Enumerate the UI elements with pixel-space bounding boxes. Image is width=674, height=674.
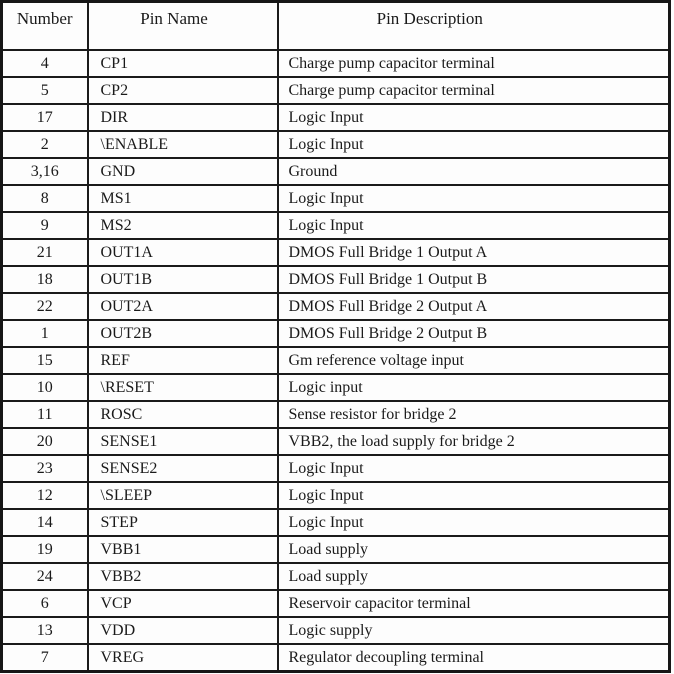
table-row: [2, 401, 670, 428]
pin-number-cell: 7: [2, 644, 88, 672]
pin-name-cell: ROSC: [88, 401, 278, 428]
pin-number-cell: 24: [2, 563, 88, 590]
pin-number-cell: 11: [2, 401, 88, 428]
pin-description-cell: Logic input: [278, 374, 670, 401]
column-header-pin-description: Pin Description: [278, 2, 670, 51]
table-row: [2, 617, 670, 644]
table-row: [2, 293, 670, 320]
pin-description-cell: VBB2, the load supply for bridge 2: [278, 428, 670, 455]
pin-name-cell: CP2: [88, 77, 278, 104]
pin-name-cell: \ENABLE: [88, 131, 278, 158]
pin-description-cell: Sense resistor for bridge 2: [278, 401, 670, 428]
pin-number-cell: 23: [2, 455, 88, 482]
pin-description-cell: DMOS Full Bridge 2 Output A: [278, 293, 670, 320]
table-row: [2, 509, 670, 536]
pin-description-cell: Charge pump capacitor terminal: [278, 50, 670, 77]
pin-table-body: [2, 50, 670, 672]
table-row: [2, 77, 670, 104]
pin-description-cell: Logic Input: [278, 185, 670, 212]
pin-name-cell: \RESET: [88, 374, 278, 401]
table-row: [2, 320, 670, 347]
pin-name-cell: VREG: [88, 644, 278, 672]
pin-description-cell: Logic Input: [278, 131, 670, 158]
pin-name-cell: \SLEEP: [88, 482, 278, 509]
pin-number-cell: 18: [2, 266, 88, 293]
table-row: [2, 239, 670, 266]
pin-name-cell: VCP: [88, 590, 278, 617]
pin-name-cell: SENSE2: [88, 455, 278, 482]
pin-number-cell: 9: [2, 212, 88, 239]
pin-description-cell: Logic supply: [278, 617, 670, 644]
pin-name-cell: STEP: [88, 509, 278, 536]
pin-name-cell: MS1: [88, 185, 278, 212]
pin-name-cell: GND: [88, 158, 278, 185]
table-row: [2, 131, 670, 158]
pin-description-cell: Logic Input: [278, 509, 670, 536]
pin-description-cell: DMOS Full Bridge 1 Output A: [278, 239, 670, 266]
pin-description-cell: Load supply: [278, 563, 670, 590]
pin-number-cell: 10: [2, 374, 88, 401]
pin-description-cell: Charge pump capacitor terminal: [278, 77, 670, 104]
pin-number-cell: 15: [2, 347, 88, 374]
column-header-number: Number: [2, 2, 88, 51]
pin-name-cell: OUT2B: [88, 320, 278, 347]
table-row: [2, 158, 670, 185]
pin-number-cell: 3,16: [2, 158, 88, 185]
pin-name-cell: VDD: [88, 617, 278, 644]
pin-number-cell: 12: [2, 482, 88, 509]
pin-number-cell: 8: [2, 185, 88, 212]
pin-name-cell: OUT1B: [88, 266, 278, 293]
pin-name-cell: VBB1: [88, 536, 278, 563]
table-row: [2, 374, 670, 401]
pin-number-cell: 17: [2, 104, 88, 131]
pin-number-cell: 21: [2, 239, 88, 266]
pin-description-cell: Reservoir capacitor terminal: [278, 590, 670, 617]
pin-description-cell: DMOS Full Bridge 1 Output B: [278, 266, 670, 293]
pin-description-cell: Ground: [278, 158, 670, 185]
table-row: [2, 482, 670, 509]
pin-description-cell: Gm reference voltage input: [278, 347, 670, 374]
table-row: [2, 212, 670, 239]
table-row: [2, 536, 670, 563]
pin-number-cell: 2: [2, 131, 88, 158]
pin-name-cell: SENSE1: [88, 428, 278, 455]
table-row: [2, 590, 670, 617]
table-row: [2, 644, 670, 672]
table-row: [2, 428, 670, 455]
table-row: [2, 455, 670, 482]
pin-description-cell: DMOS Full Bridge 2 Output B: [278, 320, 670, 347]
pin-name-cell: VBB2: [88, 563, 278, 590]
table-row: [2, 563, 670, 590]
pin-number-cell: 19: [2, 536, 88, 563]
pin-name-cell: OUT2A: [88, 293, 278, 320]
pin-description-cell: Regulator decoupling terminal: [278, 644, 670, 672]
pin-number-cell: 1: [2, 320, 88, 347]
pin-name-cell: MS2: [88, 212, 278, 239]
table-row: [2, 104, 670, 131]
pin-name-cell: REF: [88, 347, 278, 374]
pin-number-cell: 4: [2, 50, 88, 77]
table-row: [2, 185, 670, 212]
pin-number-cell: 22: [2, 293, 88, 320]
table-row: [2, 266, 670, 293]
pin-name-cell: DIR: [88, 104, 278, 131]
pin-name-cell: OUT1A: [88, 239, 278, 266]
pin-description-cell: Logic Input: [278, 482, 670, 509]
pin-number-cell: 13: [2, 617, 88, 644]
pin-name-cell: CP1: [88, 50, 278, 77]
pin-number-cell: 14: [2, 509, 88, 536]
pin-description-cell: Load supply: [278, 536, 670, 563]
pin-description-cell: Logic Input: [278, 212, 670, 239]
table-row: [2, 50, 670, 77]
pin-number-cell: 5: [2, 77, 88, 104]
pin-description-cell: Logic Input: [278, 104, 670, 131]
table-row: [2, 347, 670, 374]
pin-number-cell: 6: [2, 590, 88, 617]
pin-number-cell: 20: [2, 428, 88, 455]
pin-description-cell: Logic Input: [278, 455, 670, 482]
column-header-pin-name: Pin Name: [88, 2, 278, 51]
table-header-row: [2, 2, 670, 51]
